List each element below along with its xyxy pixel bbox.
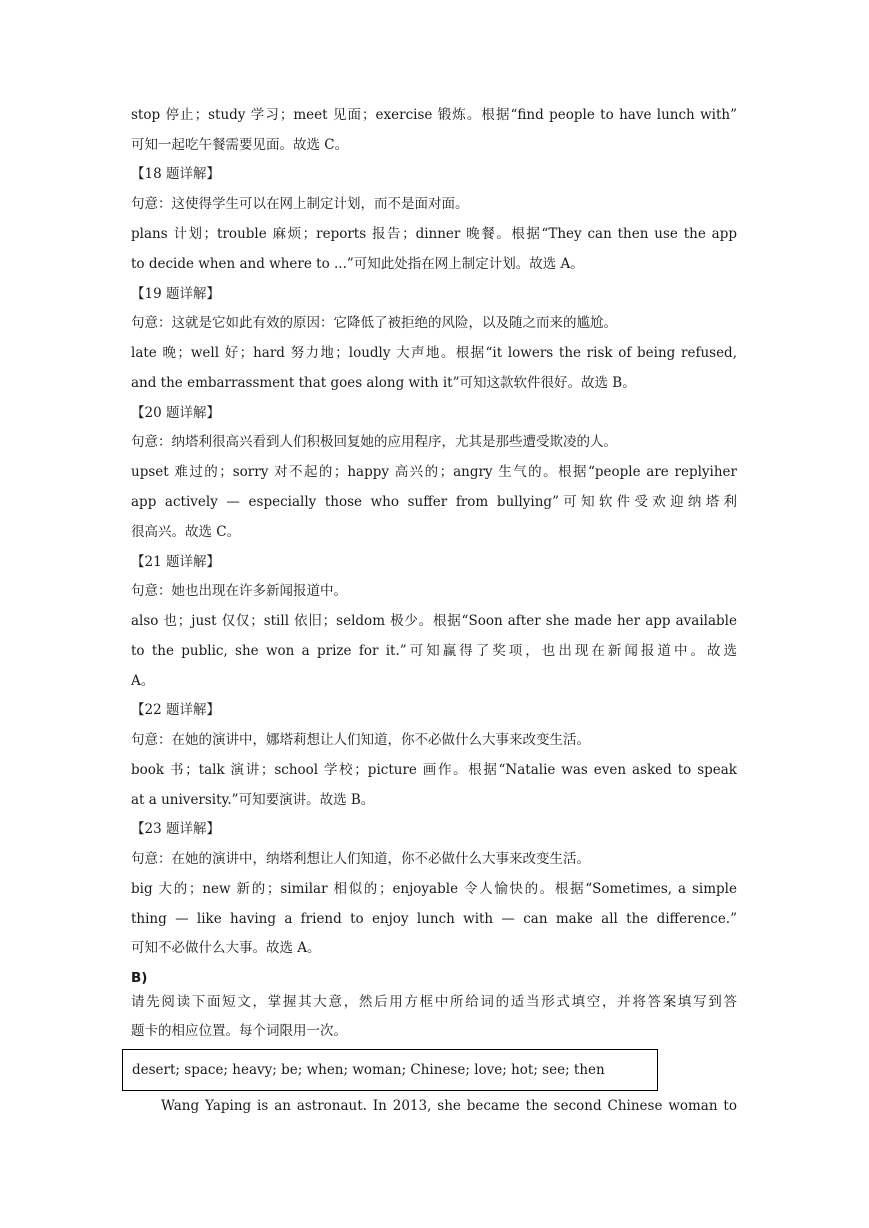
text-line: thing — like having a friend to enjoy lunch with — can make all the difference.” (131, 911, 737, 927)
text-line: book 书；talk 演讲；school 学校；picture 画作。根据“Natalie was even asked to speak (131, 762, 737, 778)
text-line: 句意：这使得学生可以在网上制定计划，而不是面对面。 (131, 196, 469, 212)
section-heading: 【18 题详解】 (131, 166, 220, 182)
text-line: and the embarrassment that goes along with it”可知这款软件很好。故选 B。 (131, 375, 636, 391)
text-line: plans 计划；trouble 麻烦；reports 报告；dinner 晚餐。根据“They can then use the app (131, 226, 737, 242)
text-line: 句意：纳塔利很高兴看到人们积极回复她的应用程序，尤其是那些遭受欺凌的人。 (131, 434, 617, 450)
instruction-line: 请先阅读下面短文，掌握其大意，然后用方框中所给词的适当形式填空，并将答案填写到答 (131, 994, 737, 1010)
text-line: 可知一起吃午餐需要见面。故选 C。 (131, 137, 349, 153)
text-line: late 晚；well 好；hard 努力地；loudly 大声地。根据“it lowers the risk of being refused, (131, 345, 737, 361)
text-line: also 也；just 仅仅；still 依旧；seldom 极少。根据“Soon after she made her app available (131, 613, 737, 629)
section-heading: 【23 题详解】 (131, 821, 220, 837)
text-line: app actively — especially those who suffer from bullying”可知软件受欢迎纳塔利 (131, 494, 737, 510)
section-heading: 【19 题详解】 (131, 286, 220, 302)
text-line: 句意：她也出现在许多新闻报道中。 (131, 583, 347, 599)
text-line: 句意：这就是它如此有效的原因：它降低了被拒绝的风险，以及随之而来的尴尬。 (131, 315, 617, 331)
passage-line: Wang Yaping is an astronaut. In 2013, she became the second Chinese woman to (161, 1098, 737, 1114)
text-line: 可知不必做什么大事。故选 A。 (131, 940, 321, 956)
instruction-line: 题卡的相应位置。每个词限用一次。 (131, 1023, 347, 1039)
word-bank-text: desert; space; heavy; be; when; woman; Chinese; love; hot; see; then (132, 1062, 605, 1078)
text-line: 句意：在她的演讲中，娜塔莉想让人们知道，你不必做什么大事来改变生活。 (131, 732, 590, 748)
text-line: to decide when and where to ...”可知此处指在网上制定计划。故选 A。 (131, 256, 584, 272)
part-label: B) (131, 970, 148, 986)
text-line: 句意：在她的演讲中，纳塔利想让人们知道，你不必做什么大事来改变生活。 (131, 851, 590, 867)
text-line: to the public, she won a prize for it.”可知赢得了奖项，也出现在新闻报道中。故选 (131, 643, 737, 659)
text-line: 很高兴。故选 C。 (131, 524, 241, 540)
word-bank-box (122, 1049, 658, 1091)
text-line: at a university.”可知要演讲。故选 B。 (131, 792, 375, 808)
text-line: A。 (131, 673, 155, 689)
text-line: upset 难过的；sorry 对不起的；happy 高兴的；angry 生气的。根据“people are replyiher (131, 464, 737, 480)
text-line: stop 停止；study 学习；meet 见面；exercise 锻炼。根据“find people to have lunch with” (131, 107, 737, 123)
section-heading: 【22 题详解】 (131, 702, 220, 718)
section-heading: 【21 题详解】 (131, 554, 220, 570)
section-heading: 【20 题详解】 (131, 405, 220, 421)
text-line: big 大的；new 新的；similar 相似的；enjoyable 令人愉快的。根据“Sometimes, a simple (131, 881, 737, 897)
